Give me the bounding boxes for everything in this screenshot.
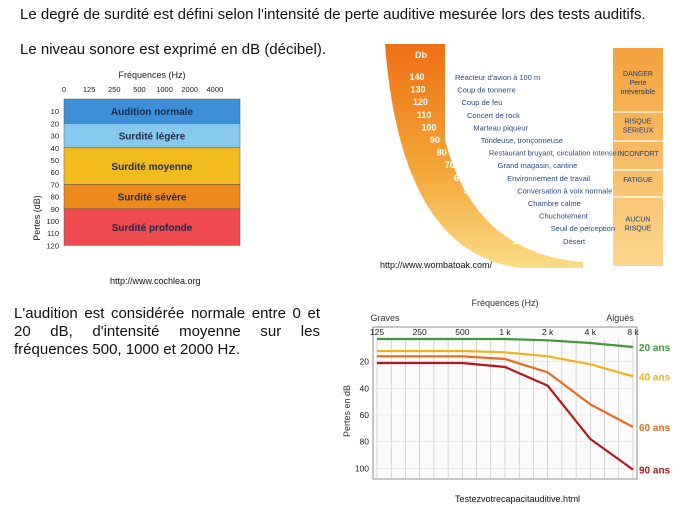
noise-example: Coup de feu: [461, 98, 503, 108]
noise-example: Tondeuse, tronçonneuse: [480, 136, 563, 145]
noise-example: Conversation à voix normale: [517, 186, 613, 196]
noise-db-value: 20: [498, 223, 509, 234]
noise-example: Restaurant bruyant, circulation intense: [488, 148, 617, 158]
series-label: 60 ans: [639, 423, 671, 434]
db-tick: 90: [50, 204, 59, 214]
deafness-band-label: Audition normale: [110, 107, 194, 119]
noise-db-value: 120: [412, 97, 428, 108]
freq-tick: 1 k: [499, 327, 511, 337]
noise-example: Désert: [563, 236, 586, 246]
deafness-chart-title: Fréquences (Hz): [118, 70, 186, 80]
db-tick: 10: [50, 107, 59, 117]
test-source: Testezvotrecapacitauditive.html: [455, 494, 581, 504]
freq-tick: 4000: [206, 85, 224, 94]
noise-scale-figure: [345, 40, 665, 272]
db-tick: 80: [50, 192, 59, 202]
noise-db-value: 50: [463, 185, 474, 196]
noise-example: Chambre calme: [527, 199, 581, 208]
risk-label: AUCUN: [625, 216, 651, 224]
noise-example: Concert de rock: [466, 110, 520, 120]
risk-label: INCONFORT: [617, 151, 659, 158]
db-tick: 100: [354, 463, 369, 474]
risk-label: SERIEUX: [622, 127, 654, 135]
noise-db-value: 60: [453, 172, 464, 183]
noise-example: Coup de tonnerre: [457, 85, 516, 95]
noise-example: Grand magasin, cantine: [497, 161, 578, 171]
db-tick: 110: [47, 229, 59, 239]
db-tick: 100: [46, 217, 59, 226]
risk-label: RISQUE: [624, 225, 652, 233]
wombatoak-source: http://www.wombatoak.com/: [380, 260, 493, 270]
db-tick: 120: [46, 241, 59, 251]
noise-db-value: 100: [421, 122, 437, 133]
noise-db-value: 130: [410, 84, 426, 95]
noise-db-value: 10: [511, 235, 523, 246]
noise-example: Chuchotement: [539, 211, 588, 221]
deafness-band-label: Surdité profonde: [111, 223, 193, 235]
db-tick: 50: [50, 156, 59, 165]
freq-tick: 250: [108, 85, 121, 94]
risk-label: irréversible: [620, 89, 656, 96]
risk-label: Perte: [629, 80, 647, 87]
noise-example: Environnement de travail: [507, 173, 591, 183]
x-label-aigues: Aiguës: [606, 313, 634, 323]
noise-db-value: 80: [436, 147, 447, 158]
freq-tick: 500: [455, 327, 470, 337]
db-tick: 30: [50, 131, 59, 141]
deafness-band-label: Surdité moyenne: [111, 162, 193, 174]
db-tick: 40: [359, 383, 369, 394]
noise-db-value: 70: [444, 160, 455, 171]
noise-example: Réacteur d'avion à 100 m: [455, 73, 541, 82]
freq-tick: 2 k: [541, 327, 554, 337]
deafness-band-label: Surdité sévère: [117, 192, 187, 204]
risk-label: FATIGUE: [623, 177, 653, 184]
series-label: 20 ans: [639, 343, 671, 354]
age-hearing-loss-chart: [335, 293, 685, 518]
freq-tick: 1000: [156, 85, 173, 94]
freq-tick: 0: [61, 85, 67, 94]
db-tick: 60: [50, 168, 59, 178]
freq-tick: 4 k: [584, 327, 597, 337]
freq-tick: 125: [82, 85, 96, 94]
db-tick: 70: [50, 180, 59, 190]
noise-example: Seuil de perception: [550, 224, 615, 234]
deafness-degree-chart: [0, 60, 300, 290]
db-tick: 80: [359, 436, 369, 447]
noise-unit-label: Db: [415, 50, 427, 60]
freq-tick: 2000: [181, 85, 199, 94]
freq-tick: 8 k: [627, 327, 639, 337]
db-tick: 20: [359, 356, 369, 367]
age-chart-ylabel: Pertes en dB: [342, 384, 352, 438]
db-tick: 20: [50, 119, 59, 129]
noise-db-value: 90: [429, 135, 440, 145]
deafness-band-label: Surdité légère: [118, 131, 186, 143]
noise-db-value: 30: [486, 210, 497, 221]
x-label-graves: Graves: [370, 313, 400, 323]
intro-text: Le degré de surdité est défini selon l'intensité de perte auditive mesurée lors des tests auditifs.: [20, 6, 646, 23]
freq-tick: 125: [369, 327, 385, 337]
noise-db-value: 140: [409, 72, 425, 82]
cochlea-source: http://www.cochlea.org: [110, 276, 201, 286]
sound-level-text: Le niveau sonore est exprimé en dB (décibel).: [20, 41, 327, 58]
series-label: 40 ans: [639, 372, 671, 384]
db-tick: 40: [50, 143, 59, 153]
noise-example: Marteau piqueur: [473, 123, 529, 133]
noise-db-value: 110: [416, 109, 432, 120]
risk-label: RISQUE: [624, 118, 652, 126]
series-label: 90 ans: [639, 465, 671, 477]
risk-label: DANGER: [623, 71, 653, 78]
age-chart-title: Fréquences (Hz): [471, 298, 539, 308]
noise-db-value: 40: [474, 198, 485, 208]
freq-tick: 500: [133, 85, 146, 94]
normal-hearing-text: L'audition est considérée normale entre 0 et 20 dB, d'intensité moyenne sur les fréquences 500, 1000 et 2000 Hz.: [14, 305, 320, 358]
freq-tick: 250: [412, 327, 427, 337]
deafness-chart-ylabel: Pertes (dB): [32, 195, 42, 241]
db-tick: 60: [359, 410, 369, 420]
